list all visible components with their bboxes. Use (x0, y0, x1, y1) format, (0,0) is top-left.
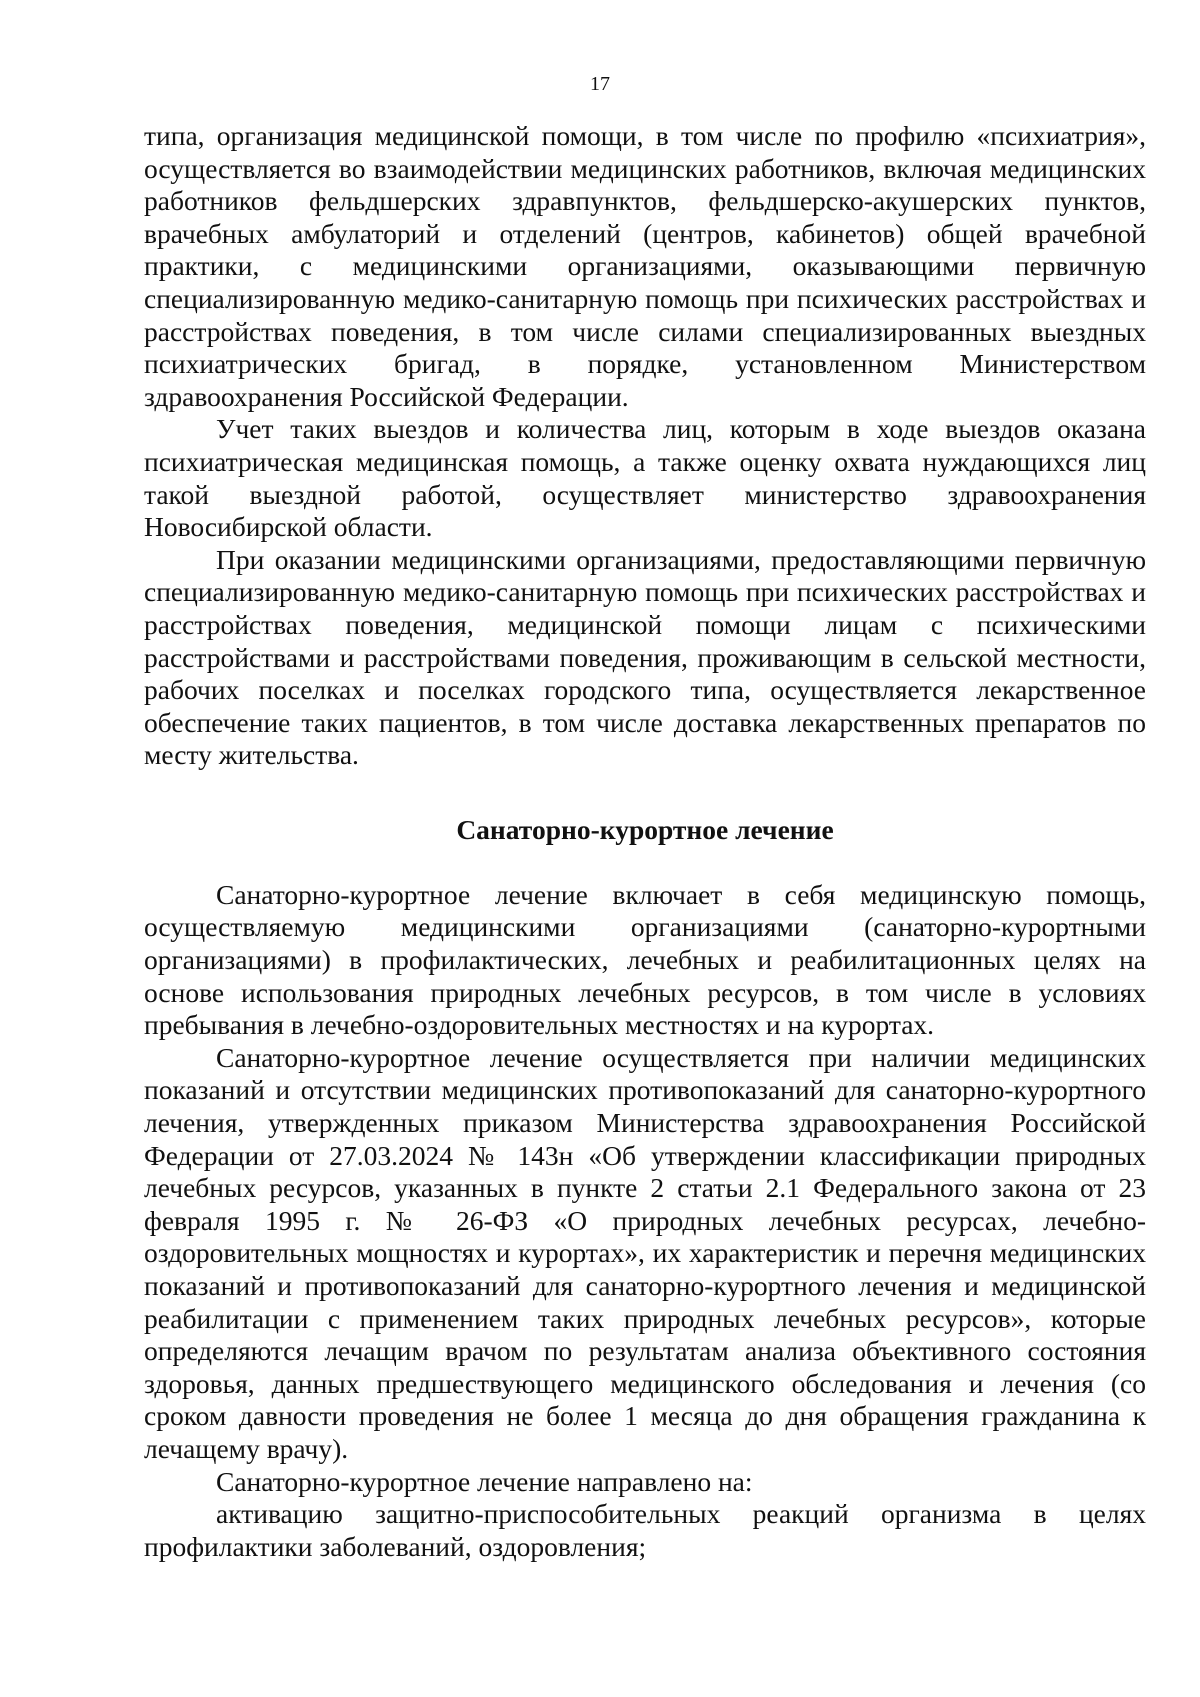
document-body (144, 120, 1146, 1563)
section-heading: Санаторно-курортное лечение (456, 813, 834, 845)
paragraph-visits-accounting: Учет таких выездов и количества лиц, которым в ходе выездов оказана психиатрическая медицинская помощь, а также оценку охвата нуждающихся лиц такой выездной работой, осуществляет министерство здравоохранения Новосибирской области. (144, 413, 1146, 543)
paragraph-sanatorium-aim-item: активацию защитно-приспособительных реакций организма в целях профилактики заболеваний, оздоровления; (144, 1498, 1146, 1562)
paragraph-drug-provision: При оказании медицинскими организациями, предоставляющими первичную специализированную медико-санитарную помощь при психических расстройствах и расстройствах поведения, медицинской помощи лицам с психическими расстройствами и расстройствами поведения, проживающим в сельской местности, рабочих поселках и поселках городского типа, осуществляется лекарственное обеспечение таких пациентов, в том числе доставка лекарственных препаратов по месту жительства. (144, 543, 1146, 771)
paragraph-sanatorium-aims: Санаторно-курортное лечение направлено на: (216, 1465, 753, 1497)
paragraph-continuation: типа, организация медицинской помощи, в том числе по профилю «психиатрия», осуществляется во взаимодействии медицинских работников, включая медицинских работников фельдшерских здравпунктов, фельдшерско-акушерских пунктов, врачебных амбулаторий и отделений (центров, кабинетов) общей врачебной практики, с медицинскими организациями, оказывающими первичную специализированную медико-санитарную помощь при психических расстройствах и расстройствах поведения, в том числе силами специализированных выездных психиатрических бригад, в порядке, установленном Министерством здравоохранения Российской Федерации. (144, 120, 1146, 412)
page-number: 17 (590, 73, 610, 95)
paragraph-sanatorium-indications: Санаторно-курортное лечение осуществляется при наличии медицинских показаний и отсутствии медицинских противопоказаний для санаторно-курортного лечения, утвержденных приказом Министерства здравоохранения Российской Федерации от 27.03.2024 № 143н «Об утверждении классификации природных лечебных ресурсов, указанных в пункте 2 статьи 2.1 Федерального закона от 23 февраля 1995 г. № 26-ФЗ «О природных лечебных ресурсах, лечебно-оздоровительных мощностях и курортах», их характеристик и перечня медицинских показаний и противопоказаний для санаторно-курортного лечения и медицинской реабилитации с применением таких природных лечебных ресурсов», которые определяются лечащим врачом по результатам анализа объективного состояния здоровья, данных предшествующего медицинского обследования и лечения (со сроком давности проведения не более 1 месяца до дня обращения гражданина к лечащему врачу). (144, 1041, 1146, 1464)
paragraph-sanatorium-definition: Санаторно-курортное лечение включает в себя медицинскую помощь, осуществляемую медицинскими организациями (санаторно-курортными организациями) в профилактических, лечебных и реабилитационных целях на основе использования природных лечебных ресурсов, в том числе в условиях пребывания в лечебно-оздоровительных местностях и на курортах. (144, 878, 1146, 1041)
